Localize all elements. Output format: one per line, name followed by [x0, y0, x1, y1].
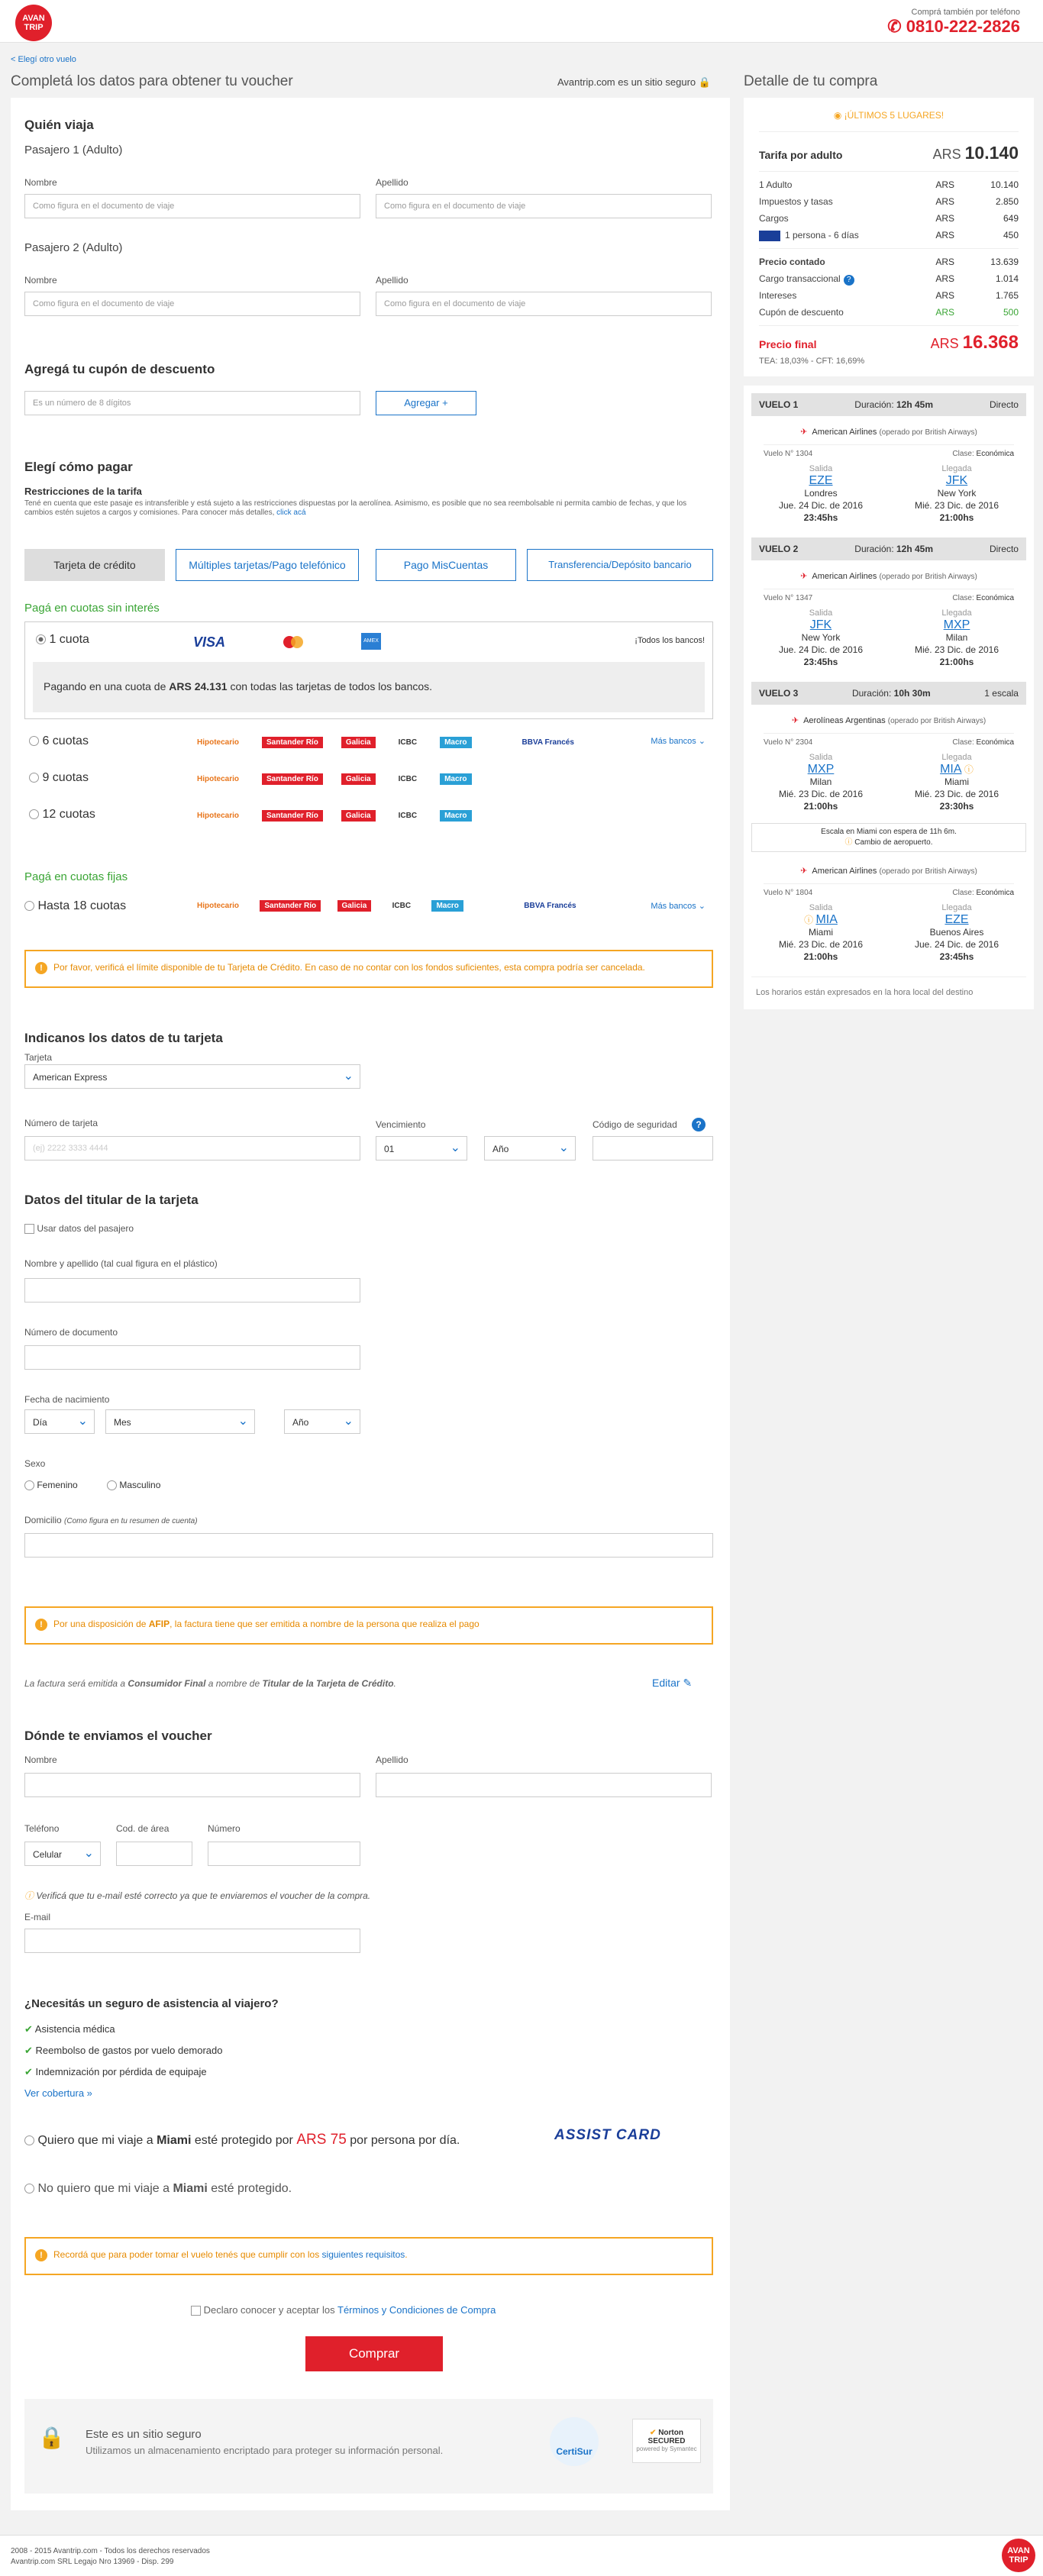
legal-id: Avantrip.com SRL Legajo Nro 13969 - Disp. 299 [11, 2558, 174, 2566]
avantrip-logo[interactable]: AVAN TRIP [15, 5, 52, 41]
check-icon: ✔ [24, 2045, 36, 2056]
fare-restrictions-text: Tené en cuenta que este pasaje es intransferible y está sujeto a las restricciones dispuestas por la aerolínea. Asimismo, es posible que no sea reembolsable ni permita cambio de fechas, y que los cambios estén sujetos a cargos y comisiones. Para conocer más detalles, click acá [24, 499, 687, 517]
price-row-label: Cargos [759, 213, 789, 224]
more-banks-link[interactable]: Más bancos ⌄ [651, 902, 706, 911]
passenger-2-surname-input[interactable]: Como figura en el documento de viaje [376, 292, 712, 316]
voucher-surname-input[interactable] [376, 1773, 712, 1797]
price-row [759, 304, 1019, 321]
final-price-value: ARS 16.368 [930, 332, 1019, 353]
female-radio[interactable]: Femenino [24, 1480, 78, 1490]
currency: ARS [935, 213, 954, 224]
check-icon: ✔ [24, 2023, 35, 2035]
phone-number[interactable]: ✆ 0810-222-2826 [887, 17, 1020, 36]
warning-icon: ! [35, 1619, 47, 1631]
coupon-input[interactable]: Es un número de 8 dígitos [24, 391, 360, 415]
installment-radio[interactable]: 12 cuotas [29, 808, 95, 822]
price-row-label: Precio contado [759, 257, 825, 267]
price-breakdown [759, 172, 1019, 249]
address-label: Domicilio (Como figura en tu resumen de cuenta) [24, 1515, 198, 1525]
airline: ✈ American Airlines (operado por British Airways) [764, 424, 1014, 445]
alert-icon: ⓘ [804, 915, 816, 925]
check-icon: ✔ [24, 2066, 36, 2077]
amount: 10.140 [990, 179, 1019, 190]
buy-button[interactable]: Comprar [305, 2336, 443, 2371]
bank-logo: ICBC [398, 775, 418, 783]
flight-number: Vuelo N° 1347 [764, 594, 813, 602]
email-label: E-mail [24, 1912, 51, 1922]
airport-code[interactable]: JFK [945, 474, 968, 487]
header [0, 0, 1043, 43]
passenger-1-name-input[interactable]: Como figura en el documento de viaje [24, 194, 360, 218]
card-number-label: Número de tarjeta [24, 1118, 98, 1128]
airport-code[interactable]: EZE [809, 474, 833, 487]
departure-info: Salida JFK New York Jue. 24 Dic. de 2016 23:45hs [778, 608, 864, 667]
requirements-warning: ! Recordá que para poder tomar el vuelo tenés que cumplir con los siguientes requisitos. [24, 2237, 713, 2275]
price-row [759, 253, 1019, 270]
expiry-year-select[interactable]: Año ⌄ [484, 1136, 576, 1160]
installment-row[interactable] [24, 728, 713, 759]
edit-invoice-link[interactable]: Editar ✎ [652, 1677, 693, 1689]
final-price-label: Precio final [759, 338, 817, 350]
airline: ✈ American Airlines (operado por British Airways) [764, 568, 1014, 589]
warning-icon: ! [35, 962, 47, 974]
card-number-input[interactable]: (ej) 2222 3333 4444 [24, 1136, 360, 1160]
price-totals [759, 249, 1019, 326]
purchase-summary [744, 98, 1034, 1018]
bank-logo: Galicia [341, 737, 376, 748]
santander-logo: Santander Río [260, 900, 321, 912]
galicia-logo: Galicia [337, 900, 372, 912]
birth-label: Fecha de nacimiento [24, 1394, 110, 1405]
price-row [759, 287, 1019, 304]
bank-logo: Santander Río [262, 810, 323, 822]
phone-contact [887, 8, 1020, 37]
secure-site-box [24, 2399, 713, 2494]
tab-multiple-cards[interactable]: Múltiples tarjetas/Pago telefónico [176, 549, 359, 581]
document-input[interactable] [24, 1345, 360, 1370]
passenger-1-surname-input[interactable]: Como figura en el documento de viaje [376, 194, 712, 218]
flight-segment [751, 855, 1026, 970]
airline-icon: ✈ [800, 572, 808, 581]
alert-icon: ⓘ [844, 838, 855, 847]
currency: ARS [935, 257, 954, 267]
currency: ARS [935, 179, 954, 190]
bank-logo: Hipotecario [197, 775, 240, 783]
warning-icon: ! [35, 2249, 47, 2261]
voucher-surname-label: Apellido [376, 1754, 408, 1765]
fixed-installments-title: Pagá en cuotas fijas [24, 870, 128, 883]
flight-number: Vuelo N° 1304 [764, 450, 813, 458]
tab-bank-transfer[interactable]: Transferencia/Depósito bancario [527, 549, 713, 581]
one-installment-option[interactable] [24, 621, 713, 719]
price-row-label: Impuestos y tasas [759, 196, 833, 207]
flight-segment [751, 705, 1026, 820]
departure-info: Salida ⓘ MIA Miami Mié. 23 Dic. de 2016 21:00hs [778, 903, 864, 962]
price-row-label: Intereses [759, 290, 797, 301]
fare-restrictions-title: Restricciones de la tarifa [24, 486, 142, 497]
passenger-2-name-input[interactable]: Como figura en el documento de viaje [24, 292, 360, 316]
arrival-info: Llegada MIA ⓘ Miami Mié. 23 Dic. de 2016 23:30hs [914, 753, 999, 812]
secure-text: Utilizamos un almacenamiento encriptado para proteger su información personal. [86, 2445, 444, 2456]
restrictions-link[interactable]: click acá [276, 508, 306, 517]
installment-row[interactable] [24, 802, 713, 832]
help-icon[interactable]: ? [692, 1118, 706, 1131]
airline: ✈ American Airlines (operado por British Airways) [764, 863, 1014, 884]
birth-day-select[interactable]: Día ⌄ [24, 1409, 95, 1434]
price-row [759, 270, 1019, 287]
currency: ARS [935, 273, 954, 284]
one-installment-summary: Pagando en una cuota de ARS 24.131 con todas las tarjetas de todos los bancos. [33, 662, 705, 712]
phone-type-select[interactable]: Celular ⌄ [24, 1842, 101, 1866]
visa-icon: VISA [193, 634, 226, 650]
footer [0, 2535, 1043, 2576]
voucher-name-input[interactable] [24, 1773, 360, 1797]
airport-code[interactable]: MXP [807, 763, 835, 776]
airline-icon: ✈ [800, 428, 808, 437]
email-input[interactable] [24, 1929, 360, 1953]
page-title: Completá los datos para obtener tu voucher [11, 73, 293, 89]
departure-info: Salida MXP Milan Mié. 23 Dic. de 2016 21:00hs [778, 753, 864, 812]
all-banks-label: ¡Todos los bancos! [635, 636, 705, 645]
installment-row[interactable] [24, 765, 713, 796]
one-installment-radio[interactable]: 1 cuota [36, 633, 89, 647]
bank-logo: Galicia [341, 773, 376, 785]
bank-logo: Macro [440, 810, 471, 822]
amount: 1.765 [995, 290, 1019, 301]
document-label: Número de documento [24, 1327, 118, 1338]
bank-logos [192, 736, 579, 748]
currency: ARS [935, 307, 954, 318]
bank-logo: Macro [440, 737, 471, 748]
bbva-logo: BBVA Francés [524, 902, 576, 910]
bank-logo: Galicia [341, 810, 376, 822]
passenger-2-title: Pasajero 2 (Adulto) [24, 241, 123, 254]
phone-number-input[interactable] [208, 1842, 360, 1866]
surname-label: Apellido [376, 177, 408, 188]
card-label: Tarjeta [24, 1052, 53, 1063]
amount: 13.639 [990, 257, 1019, 267]
requirements-link[interactable]: siguientes requisitos [321, 2249, 405, 2260]
hipotecario-logo: Hipotecario [197, 902, 240, 910]
section-title-voucher: Dónde te enviamos el voucher [24, 1729, 212, 1743]
expiry-month-select[interactable]: 01 ⌄ [376, 1136, 467, 1160]
currency: ARS [935, 230, 954, 240]
airline-icon: ✈ [800, 867, 808, 876]
bank-logo: ICBC [398, 812, 418, 820]
secure-note: Avantrip.com es un sitio seguro 🔒 [557, 76, 711, 88]
arrival-info: Llegada JFK New York Mié. 23 Dic. de 2016 21:00hs [914, 464, 999, 523]
airline-icon: ✈ [791, 716, 799, 725]
price-row [759, 176, 1019, 193]
no-interest-title: Pagá en cuotas sin interés [24, 602, 160, 615]
address-input[interactable] [24, 1533, 713, 1558]
use-passenger-data-checkbox[interactable]: Usar datos del pasajero [24, 1223, 134, 1234]
timezone-note: Los horarios están expresados en la hora local del destino [751, 976, 1026, 997]
section-title-insurance: ¿Necesitás un seguro de asistencia al viajero? [24, 1997, 279, 2010]
name-label: Nombre [24, 275, 57, 286]
icbc-logo: ICBC [392, 902, 412, 910]
bank-logos [192, 809, 472, 822]
add-coupon-button[interactable]: Agregar + [376, 391, 476, 415]
invoice-note: La factura será emitida a Consumidor Final a nombre de Titular de la Tarjeta de Crédito. [24, 1678, 396, 1689]
currency: ARS [935, 290, 954, 301]
terms-link[interactable]: Términos y Condiciones de Compra [337, 2304, 496, 2316]
more-banks-link[interactable]: Más bancos ⌄ [651, 737, 706, 746]
amount: 649 [1003, 213, 1019, 224]
insurance-benefit-item: ✔ Asistencia médica [24, 2023, 115, 2035]
info-icon: ⓘ [24, 1890, 34, 1901]
price-box [744, 98, 1034, 376]
voucher-name-label: Nombre [24, 1754, 57, 1765]
name-label: Nombre [24, 177, 57, 188]
back-to-flights-link[interactable]: < Elegí otro vuelo [11, 55, 76, 64]
credit-limit-warning: ! Por favor, verificá el límite disponible de tu Tarjeta de Crédito. En caso de no contar con los fondos suficientes, esta compra podría ser cancelada. [24, 950, 713, 988]
price-row [759, 210, 1019, 227]
amount: 2.850 [995, 196, 1019, 207]
copyright: 2008 - 2015 Avantrip.com - Todos los derechos reservados [11, 2547, 210, 2555]
flight-header: VUELO 2 Duración: 12h 45m Directo [751, 537, 1026, 560]
footer-logo: AVAN TRIP [1002, 2539, 1035, 2572]
coverage-link[interactable]: Ver cobertura » [24, 2087, 92, 2099]
insurance-benefit-item: ✔ Reembolso de gastos por vuelo demorado [24, 2045, 223, 2056]
flight-segment [751, 560, 1026, 676]
section-title-coupon: Agregá tu cupón de descuento [24, 362, 215, 376]
fare-label: Tarifa por adulto [759, 149, 843, 161]
norton-logo: ✔ Norton SECURED powered by Symantec [632, 2419, 701, 2463]
airport-code[interactable]: MXP [943, 618, 970, 631]
bank-logo: Hipotecario [197, 812, 240, 820]
phone-type-label: Teléfono [24, 1823, 60, 1834]
departure-info: Salida EZE Londres Jue. 24 Dic. de 2016 23:45hs [778, 464, 864, 523]
amex-icon: AMEX [361, 633, 381, 650]
fare-class: Clase: Económica [952, 738, 1014, 747]
stopover-note: Escala en Miami con espera de 11h 6m. ⓘ Cambio de aeropuerto. [751, 823, 1026, 852]
bank-logo: Macro [440, 773, 471, 785]
surname-label: Apellido [376, 275, 408, 286]
insurance-benefits [24, 2019, 223, 2083]
arrival-info: Llegada EZE Buenos Aires Jue. 24 Dic. de 2016 23:45hs [914, 903, 999, 962]
arrival-info: Llegada MXP Milan Mié. 23 Dic. de 2016 21:00hs [914, 608, 999, 667]
bank-logo: ICBC [398, 738, 418, 747]
section-title-card: Indicanos los datos de tu tarjeta [24, 1031, 223, 1045]
flight-number: Vuelo N° 2304 [764, 738, 813, 747]
bank-logo: BBVA Francés [522, 738, 574, 747]
macro-logo: Macro [431, 900, 463, 912]
flight-header: VUELO 3 Duración: 10h 30m 1 escala [751, 682, 1026, 705]
tea-cft: TEA: 18,03% - CFT: 16,69% [759, 357, 865, 366]
cvv-input[interactable] [593, 1136, 713, 1160]
amount: 1.014 [995, 273, 1019, 284]
fixed-installments-row[interactable] [24, 893, 713, 922]
flight-number: Vuelo N° 1804 [764, 889, 813, 897]
assist-card-icon [759, 231, 780, 241]
fixed-installments-radio[interactable]: Hasta 18 cuotas [24, 899, 126, 913]
area-code-input[interactable] [116, 1842, 192, 1866]
holder-name-label: Nombre y apellido (tal cual figura en el plástico) [24, 1258, 218, 1269]
price-row-label: Cupón de descuento [759, 307, 844, 318]
airline: ✈ Aerolíneas Argentinas (operado por British Airways) [764, 712, 1014, 734]
installment-radio[interactable]: 6 cuotas [29, 734, 89, 748]
currency: ARS [935, 196, 954, 207]
airport-code[interactable]: MIA [815, 913, 838, 926]
card-select[interactable]: American Express ⌄ [24, 1064, 360, 1089]
section-title-holder: Datos del titular de la tarjeta [24, 1193, 199, 1207]
afip-warning: ! Por una disposición de AFIP, la factura tiene que ser emitida a nombre de la persona que realiza el pago [24, 1606, 713, 1645]
secure-title: Este es un sitio seguro [86, 2428, 202, 2441]
birth-month-select[interactable]: Mes ⌄ [105, 1409, 255, 1434]
passenger-1-title: Pasajero 1 (Adulto) [24, 144, 123, 157]
airport-code[interactable]: JFK [809, 618, 832, 631]
price-row [759, 193, 1019, 210]
insurance-yes-radio[interactable]: Quiero que mi viaje a Miami esté protegido por ARS 75 por persona por día. [24, 2132, 460, 2148]
bank-logo: Santander Río [262, 737, 323, 748]
certisur-logo: CertiSur [550, 2417, 599, 2466]
expiry-label: Vencimiento [376, 1119, 426, 1130]
holder-name-input[interactable] [24, 1278, 360, 1303]
terms-checkbox[interactable]: Declaro conocer y aceptar los Términos y Condiciones de Compra [191, 2304, 496, 2316]
cvv-label: Código de seguridad [593, 1119, 677, 1130]
male-radio[interactable]: Masculino [107, 1480, 160, 1490]
insurance-no-radio[interactable]: No quiero que mi viaje a Miami esté protegido. [24, 2182, 292, 2196]
fare-class: Clase: Económica [952, 450, 1014, 458]
flights-detail [744, 386, 1034, 1009]
phone-label: Comprá también por teléfono [911, 8, 1020, 17]
sex-label: Sexo [24, 1458, 46, 1469]
assist-card-logo: ASSIST CARD [554, 2127, 661, 2143]
tab-pago-miscuentas[interactable]: Pago MisCuentas [376, 549, 516, 581]
section-title-passengers: Quién viaja [24, 118, 94, 132]
section-title-payment: Elegí cómo pagar [24, 460, 133, 474]
purchase-detail-title: Detalle de tu compra [744, 73, 878, 89]
area-code-label: Cod. de área [116, 1823, 170, 1834]
price-row-label: 1 persona - 6 días [759, 227, 859, 244]
fare-class: Clase: Económica [952, 594, 1014, 602]
fare-class: Clase: Económica [952, 889, 1014, 897]
price-row [759, 227, 1019, 244]
installment-radio[interactable]: 9 cuotas [29, 771, 89, 785]
flight-segment [751, 416, 1026, 531]
airport-code[interactable]: EZE [945, 913, 969, 926]
email-note: ⓘ Verificá que tu e-mail esté correcto ya que te enviaremos el voucher de la compra. [24, 1890, 371, 1901]
checkout-form [11, 98, 730, 2510]
fare-value: ARS 10.140 [932, 143, 1019, 163]
tab-credit-card[interactable]: Tarjeta de crédito [24, 549, 165, 581]
bank-logos [192, 899, 581, 912]
lock-icon: 🔒 [38, 2426, 65, 2449]
airport-code[interactable]: MIA [940, 763, 962, 776]
mastercard-icon [283, 636, 305, 648]
birth-year-select[interactable]: Año ⌄ [284, 1409, 360, 1434]
amount: 450 [1003, 230, 1019, 240]
bank-logo: Santander Río [262, 773, 323, 785]
amount: 500 [1003, 307, 1019, 318]
phone-number-label: Número [208, 1823, 241, 1834]
insurance-benefit-item: ✔ Indemnización por pérdida de equipaje [24, 2066, 207, 2077]
price-row-label: Cargo transaccional ? [759, 270, 854, 287]
lock-icon: 🔒 [698, 76, 711, 88]
last-seats-badge: ◉ ¡ÚLTIMOS 5 LUGARES! [759, 105, 1019, 132]
bank-logos [192, 773, 472, 785]
bank-logo: Hipotecario [197, 738, 240, 747]
flight-header: VUELO 1 Duración: 12h 45m Directo [751, 393, 1026, 416]
alert-icon: ⓘ [961, 764, 974, 775]
help-icon[interactable]: ? [844, 275, 854, 286]
price-row-label: 1 Adulto [759, 179, 793, 190]
